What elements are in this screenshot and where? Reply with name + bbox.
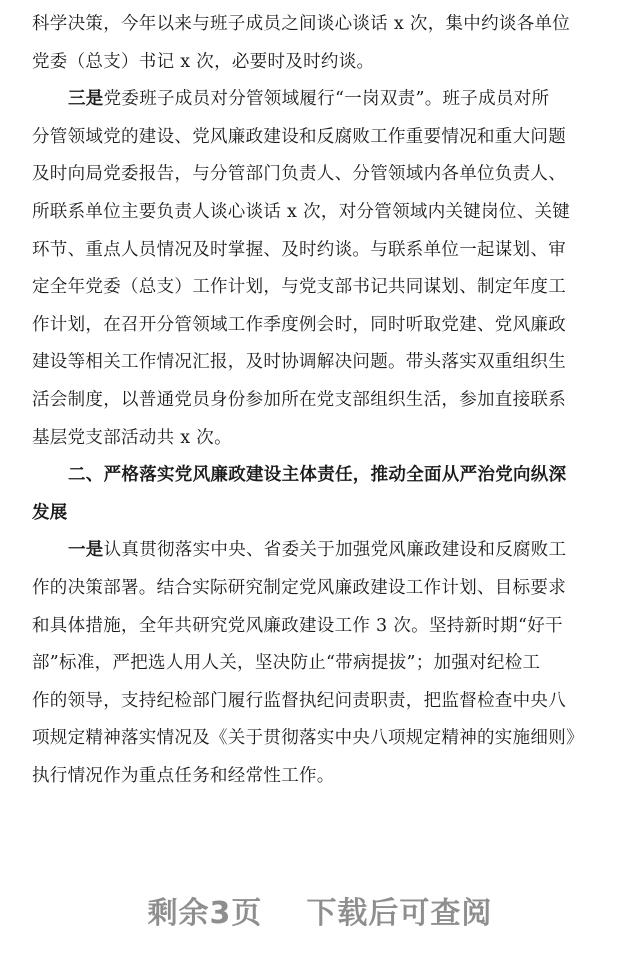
text-segment: 所联系单位主要负责人谈心谈话 x 次，对分管领域内关键岗位、关键 [32, 201, 571, 222]
text-segment: 分管领域党的建设、党风廉政建设和反腐败工作重要情况和重大问题 [32, 126, 566, 147]
text-segment: 作的决策部署。结合实际研究制定党风廉政建设工作计划、目标要求 [32, 577, 566, 598]
download-to-view-label: 下载后可查阅 [306, 896, 493, 931]
document-body [32, 6, 618, 795]
text-segment: 项规定精神落实情况及《关于贯彻落实中央八项规定精神的实施细则》 [32, 728, 584, 749]
text-line [32, 645, 618, 683]
text-line [32, 382, 618, 420]
text-segment: 定全年党委（总支）工作计划，与党支部书记共同谋划、制定年度工 [32, 277, 566, 298]
text-line [32, 720, 618, 758]
text-segment: 活会制度，以普通党员身份参加所在党支部组织生活，参加直接联系 [32, 389, 566, 410]
text-line [32, 156, 618, 194]
text-segment: 执行情况作为重点任务和经常性工作。 [32, 765, 335, 786]
text-line [32, 344, 618, 382]
text-line [32, 307, 618, 345]
text-segment: 部”标准，严把选人用人关，坚决防止“带病提拔”；加强对纪检工 [32, 653, 541, 674]
remaining-pages-label: 剩余3页 [147, 896, 263, 931]
download-banner[interactable] [0, 888, 640, 932]
text-line [32, 119, 618, 157]
text-segment: 基层党支部活动共 x 次。 [32, 427, 232, 448]
text-segment: 建设等相关工作情况汇报，及时协调解决问题。带头落实双重组织生 [32, 352, 566, 373]
text-line [32, 269, 618, 307]
text-segment: 作计划，在召开分管领域工作季度例会时，同时听取党建、党风廉政 [32, 314, 566, 335]
text-segment: 和具体措施，全年共研究党风廉政建设工作 3 次。坚持新时期“好干 [32, 615, 563, 636]
text-line [32, 532, 618, 570]
text-line [32, 44, 618, 82]
text-line [32, 758, 618, 796]
bold-text-segment: 发展 [32, 502, 68, 523]
bold-text-segment: 二、严格落实党风廉政建设主体责任，推动全面从严治党向纵深 [68, 465, 567, 486]
text-line [32, 420, 618, 458]
text-line [32, 457, 618, 495]
text-line [32, 683, 618, 721]
text-line [32, 495, 618, 533]
text-line [32, 232, 618, 270]
text-line [32, 570, 618, 608]
text-line [32, 608, 618, 646]
text-segment: 党委班子成员对分管领域履行“一岗双责”。班子成员对所 [103, 89, 550, 110]
text-line [32, 81, 618, 119]
text-segment: 认真贯彻落实中央、省委关于加强党风廉政建设和反腐败工 [103, 540, 567, 561]
bold-text-segment: 三是 [68, 89, 104, 110]
text-segment: 党委（总支）书记 x 次，必要时及时约谈。 [32, 51, 375, 72]
text-line [32, 194, 618, 232]
bold-text-segment: 一是 [68, 540, 104, 561]
text-segment: 科学决策，今年以来与班子成员之间谈心谈话 x 次，集中约谈各单位 [32, 14, 571, 34]
text-segment: 环节、重点人员情况及时掌握、及时约谈。与联系单位一起谋划、审 [32, 239, 566, 260]
text-segment: 作的领导，支持纪检部门履行监督执纪问责职责，把监督检查中央八 [32, 690, 566, 711]
text-line [32, 6, 618, 44]
text-segment: 及时向局党委报告，与分管部门负责人、分管领域内各单位负责人、 [32, 164, 566, 185]
